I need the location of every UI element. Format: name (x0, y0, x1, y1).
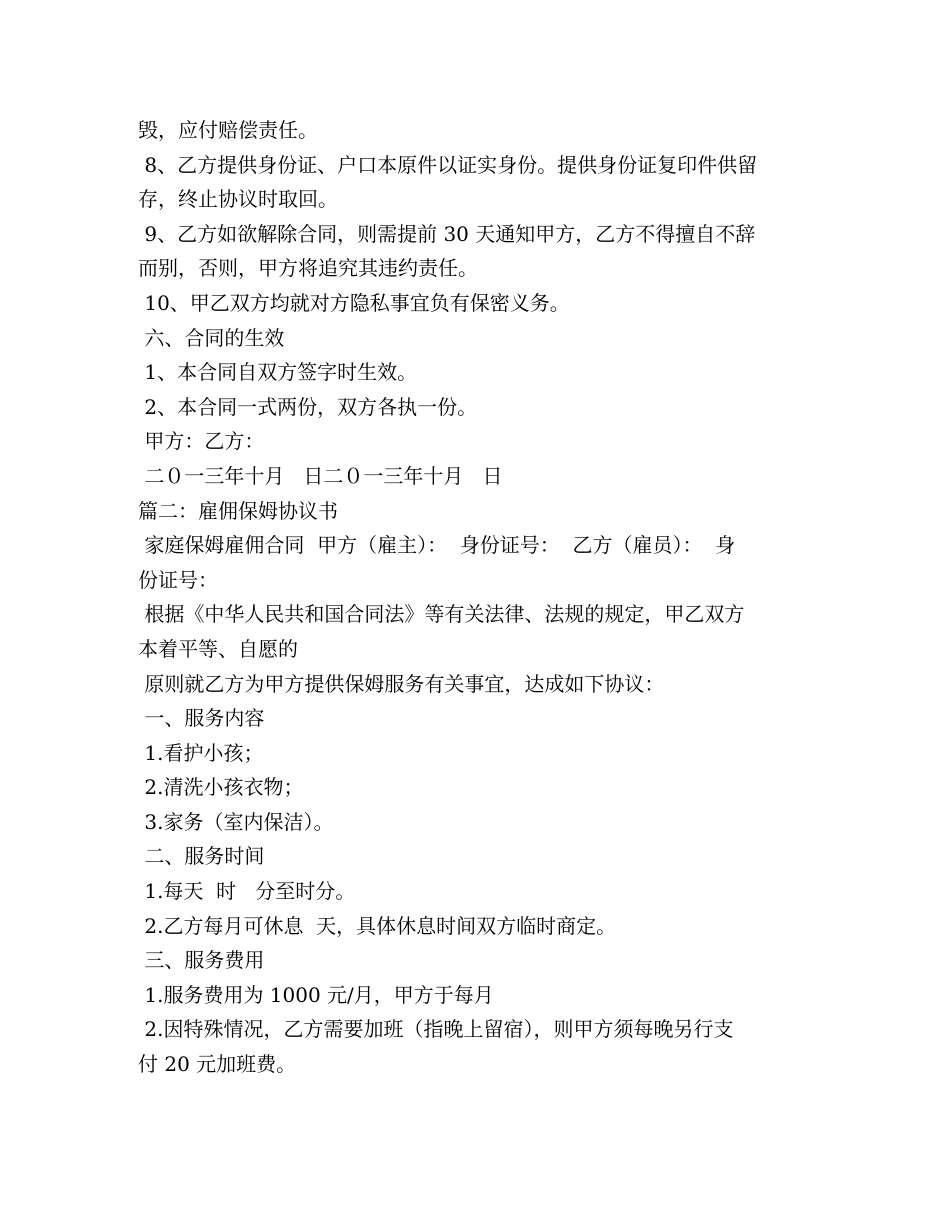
list-item: 3.家务（室内保洁）。 (138, 809, 334, 834)
text-line: 根据《中华人民共和国合同法》等有关法律、法规的规定，甲乙双方 (138, 602, 745, 627)
section-heading: 一、服务内容 (138, 706, 265, 731)
text-line: 存，终止协议时取回。 (138, 187, 338, 212)
text-line: 原则就乙方为甲方提供保姆服务有关事宜，达成如下协议： (138, 671, 665, 696)
list-item: 2.因特殊情况，乙方需要加班（指晚上留宿），则甲方须每晚另行支 (138, 1017, 734, 1042)
text-line: 份证号： (138, 567, 218, 592)
list-item: 2.清洗小孩衣物； (138, 775, 304, 800)
text-line: 10、甲乙双方均就对方隐私事宜负有保密义务。 (138, 290, 570, 315)
text-line: 付 20 元加班费。 (138, 1052, 297, 1077)
section-heading: 三、服务费用 (138, 948, 265, 973)
text-line: 9、乙方如欲解除合同，则需提前 30 天通知甲方，乙方不得擅自不辞 (138, 221, 756, 246)
list-item: 2.乙方每月可休息 天，具体休息时间双方临时商定。 (138, 913, 617, 938)
section-heading: 二、服务时间 (138, 844, 265, 869)
text-line: 8、乙方提供身份证、户口本原件以证实身份。提供身份证复印件供留 (138, 152, 758, 177)
text-line: 1、本合同自双方签字时生效。 (138, 360, 418, 385)
document-body (138, 113, 818, 1082)
text-line: 本着平等、自愿的 (138, 636, 298, 661)
list-item: 1.看护小孩； (138, 740, 264, 765)
text-line: 家庭保姆雇佣合同 甲方（雇主）： 身份证号： 乙方（雇员）： 身 (138, 533, 736, 558)
list-item: 1.服务费用为 1000 元/月，甲方于每月 (138, 982, 494, 1007)
signature-line: 甲方：乙方： (138, 429, 265, 454)
section-heading: 六、合同的生效 (138, 325, 285, 350)
text-line: 而别，否则，甲方将追究其违约责任。 (138, 256, 478, 281)
text-line: 2、本合同一式两份，双方各执一份。 (138, 394, 478, 419)
article-title: 篇二：雇佣保姆协议书 (138, 498, 338, 523)
text-line: 毁，应付赔偿责任。 (138, 118, 318, 142)
list-item: 1.每天 时 分至时分。 (138, 879, 356, 904)
date-line: 二０一三年十月 日二０一三年十月 日 (138, 463, 503, 488)
